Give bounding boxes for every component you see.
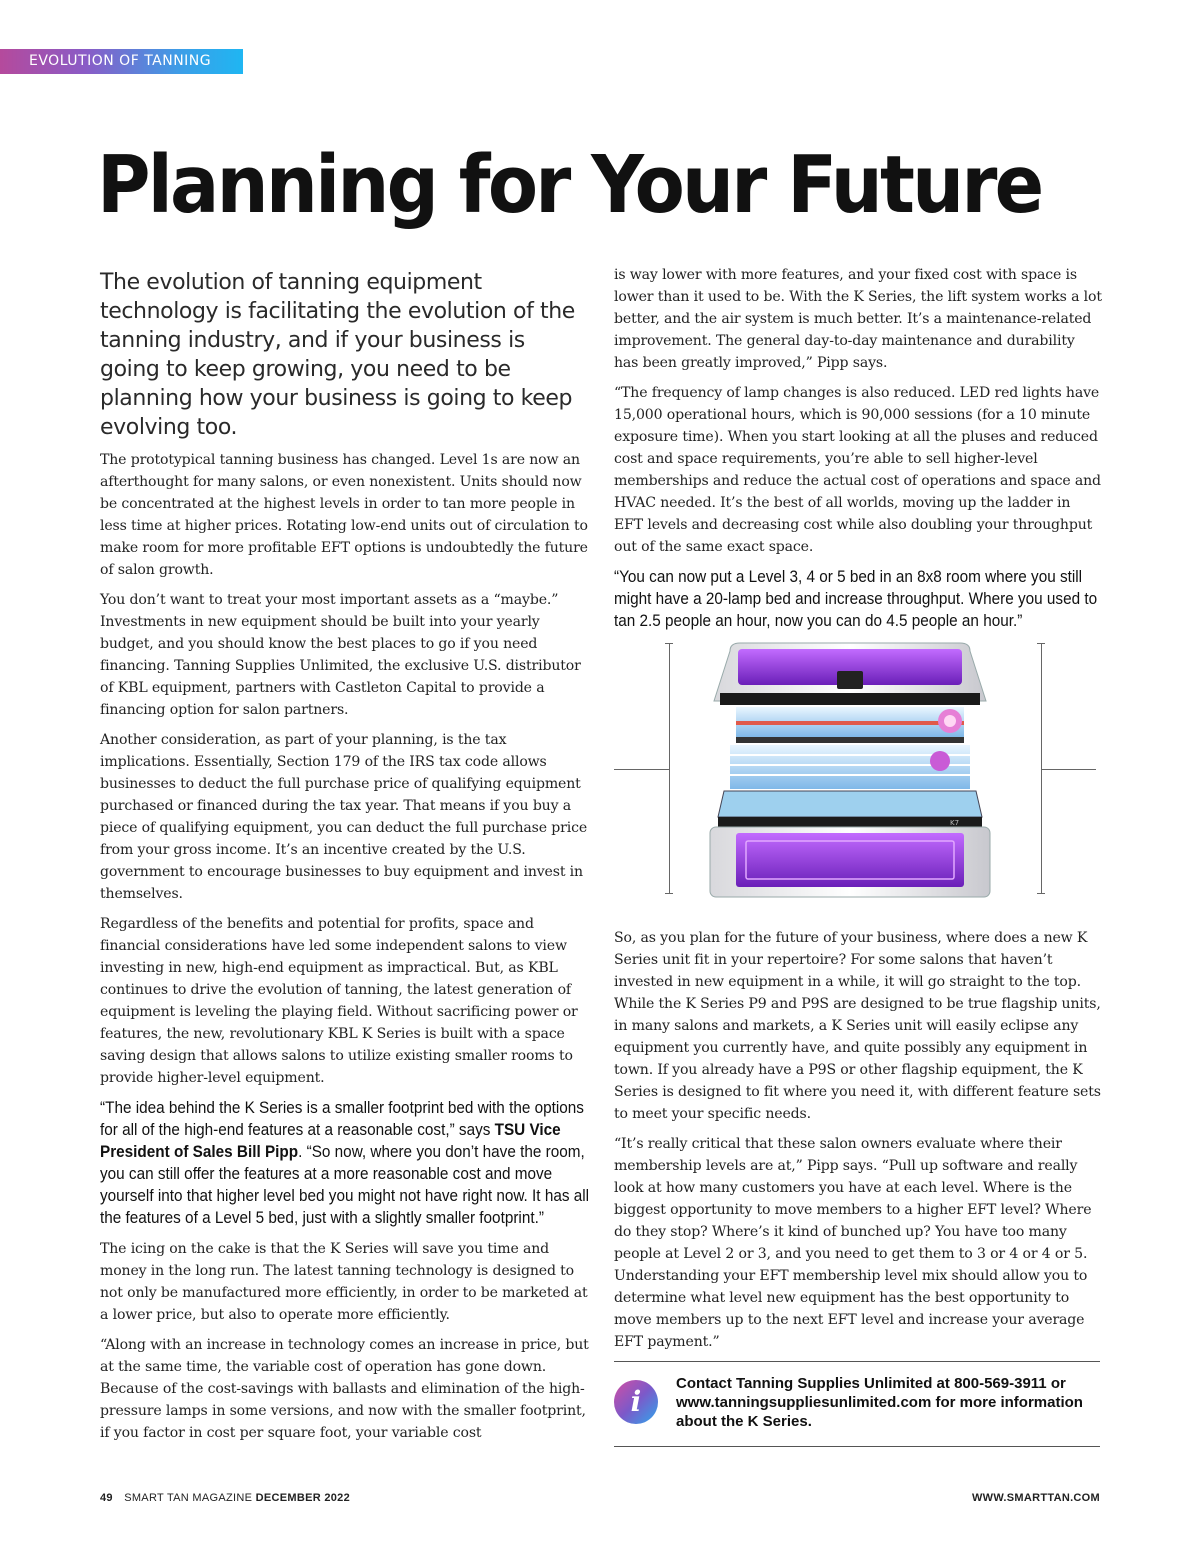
left-column: [100, 268, 590, 1452]
quote-attribution: TSU Vice President of Sales Bill Pipp: [100, 1120, 561, 1161]
footer-left: [100, 1492, 350, 1504]
dimension-tick: [665, 893, 673, 894]
right-column: [614, 264, 1102, 1361]
article-lede: The evolution of tanning equipment technology is facilitating the evolution of the tanning industry, and if your business is going to keep growing, you need to be planning how your business is going to keep evolving too.: [100, 270, 575, 440]
quote-part: . “So now, where you don’t have the room, you can still offer the features at a more reasonable cost and move yourself into that higher level bed you might not have right now. It has all the features of a Level 5 bed, just with a slightly smaller footprint.”: [100, 1142, 590, 1227]
pull-quote: [100, 1097, 590, 1229]
contact-box: [614, 1361, 1100, 1447]
body-paragraph: “It’s really critical that these salon owners evaluate where their membership levels are at,” Pipp says. “Pull up software and really look at how many customers you have at each level. Where is the biggest opportunity to move members to a higher EFT level? Where do they stop? Where’s it kind of bunched up? You have too many people at Level 2 or 3, and you need to get them to 3 or 4 or 4 or 5. Understanding your EFT membership level mix should allow you to determine what level new equipment has the best opportunity to move members up to the next EFT level and increase your average EFT payment.”: [614, 1136, 1092, 1350]
dimension-arm: [614, 769, 669, 770]
dimension-tick: [1037, 893, 1045, 894]
contact-text: Contact Tanning Supplies Unlimited at 800-569-3911 or www.tanningsuppliesunlimited.com for more information about the K Series.: [676, 1375, 1083, 1430]
quote-part: “The idea behind the K Series is a smaller footprint bed with the options for all of the high-end features at a reasonable cost,” says: [100, 1098, 584, 1139]
dimension-tick: [1037, 643, 1045, 644]
dimension-tick: [665, 643, 673, 644]
model-badge: K7: [950, 819, 960, 827]
magazine-name: SMART TAN MAGAZINE: [124, 1492, 253, 1504]
page-title: Planning for Your Future: [97, 139, 1042, 231]
body-paragraph: is way lower with more features, and your fixed cost with space is lower than it used to be. With the K Series, the lift system works a lot better, and the air system is much better. It’s a maintenance-related improvement. The general day-to-day maintenance and durability has been greatly improved,” Pipp says.: [614, 267, 1102, 371]
body-paragraph: Another consideration, as part of your planning, is the tax implications. Essentially, Section 179 of the IRS tax code allows businesses to deduct the full purchase price of qualifying equipment purchased or financed during the tax year. That means if you buy a piece of qualifying equipment, you can deduct the full purchase price from your gross income. It’s an incentive created by the U.S. government to encourage businesses to buy equipment and invest in themselves.: [100, 732, 588, 902]
body-paragraph: Regardless of the benefits and potential for profits, space and financial considerations have led some independent salons to view investing in new, high-end equipment as impractical. But, as KBL continues to drive the evolution of tanning, the latest generation of equipment is leveling the playing field. Without sacrificing power or features, the new, revolutionary KBL K Series is built with a space saving design that allows salons to utilize existing smaller rooms to provide higher-level equipment.: [100, 916, 578, 1086]
body-paragraph: You don’t want to treat your most important assets as a “maybe.” Investments in new equipment should be built into your yearly budget, and you should know the best places to go if you need financing. Tanning Supplies Unlimited, the exclusive U.S. distributor of KBL equipment, partners with Castleton Capital to provide a financing option for salon partners.: [100, 592, 581, 718]
website-link[interactable]: WWW.SMARTTAN.COM: [971, 1492, 1100, 1504]
dimension-line-left: [669, 643, 670, 893]
body-paragraph: “Along with an increase in technology comes an increase in price, but at the same time, the variable cost of operation has gone down. Because of the cost-savings with ballasts and elimination of the high-pressure lamps in some versions, and now with the smaller footprint, if you factor in cost per square foot, your variable cost: [100, 1337, 589, 1441]
page-number: 49: [100, 1492, 113, 1504]
body-paragraph: The prototypical tanning business has changed. Level 1s are now an afterthought for many salons, or even nonexistent. Units should now be concentrated at the highest levels in order to tan more people in less time at higher prices. Rotating low-end units out of circulation to make room for more profitable EFT options is undoubtedly the future of salon growth.: [100, 452, 588, 578]
pull-quote: “You can now put a Level 3, 4 or 5 bed in an 8x8 room where you still might have a 20-lamp bed and increase throughput. Where you used to tan 2.5 people an hour, now you can do 4.5 people an hour.”: [614, 567, 1098, 630]
body-paragraph: “The frequency of lamp changes is also reduced. LED red lights have 15,000 operational hours, which is 90,000 sessions (for a 10 minute exposure time). When you start looking at all the pluses and reduced cost and space requirements, you’re able to sell higher-level memberships and reduce the actual cost of operations and space and HVAC needed. It’s the best of all worlds, moving up the ladder in EFT levels and decreasing cost while also doubling your throughput out of the same exact space.: [614, 385, 1101, 555]
body-paragraph: So, as you plan for the future of your business, where does a new K Series unit fit in your repertoire? For some salons that haven’t invested in new equipment in a while, it will go straight to the top. While the K Series P9 and P9S are designed to be true flagship units, in many salons and markets, a K Series unit will easily eclipse any equipment you currently have, and quite possibly any equipment in town. If you already have a P9S or other flagship equipment, the K Series is designed to fit where you need it, with different feature sets to meet your specific needs.: [614, 930, 1101, 1122]
tanning-bed-image: [700, 641, 1000, 903]
dimension-arm: [1041, 769, 1096, 770]
section-tag: EVOLUTION OF TANNING: [0, 49, 243, 74]
dimension-line-right: [1041, 643, 1042, 893]
body-paragraph: The icing on the cake is that the K Series will save you time and money in the long run. The latest tanning technology is designed to not only be manufactured more efficiently, in order to be marketed at a lower price, but also to operate more efficiently.: [100, 1241, 588, 1323]
tanning-bed-figure: [614, 641, 1102, 903]
issue-date: DECEMBER 2022: [255, 1492, 351, 1504]
info-icon: i: [614, 1380, 658, 1424]
